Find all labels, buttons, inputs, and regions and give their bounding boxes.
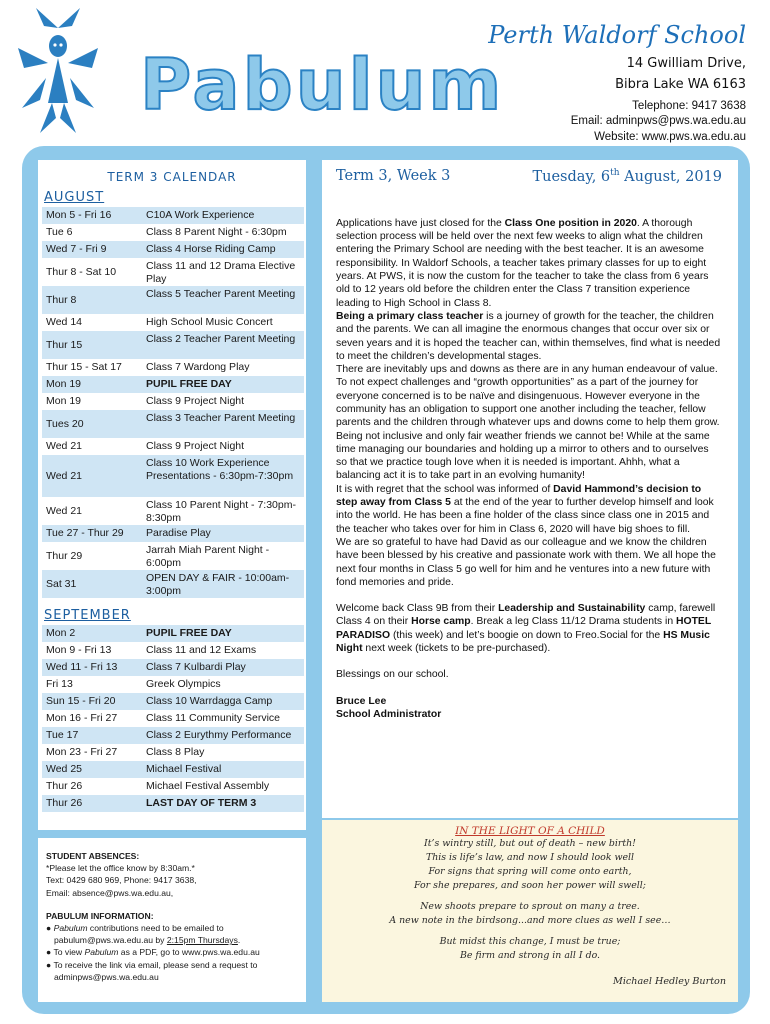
calendar-title: TERM 3 CALENDAR (107, 170, 237, 184)
calendar-row: Wed 14 High School Music Concert (46, 316, 273, 328)
calendar-row: Mon 16 - Fri 27 Class 11 Community Service (46, 712, 281, 724)
logo-figure-icon (18, 8, 158, 138)
poem-author: Michael Hedley Burton (613, 976, 726, 987)
paragraph: Welcome back Class 9B from their Leadership and Sustainability camp, farewell Class 4 on their Horse camp. Break a leg Class 11/12 Drama students in HOTEL PARADISO (this week) and let’s boogie on down to Freo.Social for the HS Music Night next week (tickets to be pre-purchased). (336, 603, 716, 655)
calendar-row: Wed 21 Class 9 Project Night (46, 440, 245, 452)
calendar-row: Tue 6 Class 8 Parent Night - 6:30pm (46, 226, 287, 238)
calendar-row: Wed 11 - Fri 13 Class 7 Kulbardi Play (42, 659, 304, 676)
info-bullet: ● Pabulum contributions need to be emailed to pabulum@pws.wa.edu.au by 2:15pm Thursdays. (46, 923, 241, 946)
paragraph: There are inevitably ups and downs as there are in any human endeavour of value. To not expect challenges and “growth opportunities” as a part of the journey for everyone concerned is to be naïve and disingenuous. However everyone in the community has an obligation to support one another including the teacher, fellow parents and the children through whatever ups and downs come to help them grow. Being not inclusive and only fair weather friends we cannot be! While at the same time managing our boundaries and holding up a mirror to others and to ourselves so that we practice tough love when it is needed is important. Ahhh, what a balancing act it is to take part in an evolving humanity! (336, 364, 720, 482)
school-logo (18, 8, 158, 138)
calendar-row: Thur 26 LAST DAY OF TERM 3 (42, 795, 304, 812)
calendar-row: Wed 21 Class 10 Parent Night - 7:30pm-8:30pm (46, 499, 296, 524)
calendar-row: Wed 7 - Fri 9 Class 4 Horse Riding Camp (42, 241, 304, 258)
calendar-row: Thur 8 - Sat 10 Class 11 and 12 Drama Elective Play (46, 260, 296, 285)
poem-panel (322, 820, 738, 1002)
calendar-row: Wed 21 Class 10 Work Experience Presentations - 6:30pm-7:30pm (42, 455, 304, 497)
poem-title: IN THE LIGHT OF A CHILD (455, 825, 605, 837)
absences-heading: STUDENT ABSENCES: (46, 851, 140, 861)
calendar-row: Thur 15 - Sat 17 Class 7 Wardong Play (46, 361, 250, 373)
paragraph: Blessings on our school. (336, 669, 449, 681)
paragraph: It is with regret that the school was informed of David Hammond’s decision to step away from Class 5 at the end of the year to further develop himself and look into the world. He has been a fine holder of the class since class one in 2015 and the teacher who takes over for him in Class 6, 2020 will have big shoes to fill. (336, 483, 714, 535)
paragraph: Being a primary class teacher is a journey of growth for the teacher, the children and the parents. We can all imagine the enormous changes that occur over six or seven years and it is hoped the teacher can, within themselves, find what is needed to meet the children’s developmental stages. (336, 310, 721, 362)
week-label: Term 3, Week 3 (336, 168, 451, 184)
calendar-row: Mon 2 PUPIL FREE DAY (42, 625, 304, 642)
issue-date: Tuesday, 6th August, 2019 (532, 168, 722, 185)
school-address (488, 54, 746, 94)
info-heading: PABULUM INFORMATION: (46, 910, 154, 921)
calendar-row: Wed 25 Michael Festival (42, 761, 304, 778)
calendar-row: Mon 19 PUPIL FREE DAY (42, 376, 304, 393)
calendar-row: Thur 29 Jarrah Miah Parent Night - 6:00pm (46, 544, 270, 569)
pabulum-wordmark: Pabulum (140, 44, 505, 126)
school-details (488, 22, 746, 145)
calendar-row: Mon 23 - Fri 27 Class 8 Play (46, 746, 205, 758)
absences-line: *Please let the office know by 8:30am.* (46, 863, 195, 874)
month-heading-august: AUGUST (44, 190, 105, 205)
month-heading-september: SEPTEMBER (44, 608, 131, 623)
info-bullet: ● To view Pabulum as a PDF, go to www.pws.wa.edu.au (46, 947, 260, 958)
address-line-2: Bibra Lake WA 6163 (615, 76, 746, 92)
article-heading (322, 160, 738, 185)
paragraph: We are so grateful to have had David as our colleague and we know the children have been blessed by his creative and passionate work with them. We all hope the next four months in Class 5 go well for him and he ventures into a new future with fond memories and pride. (336, 536, 716, 588)
notices-panel (38, 838, 306, 1002)
poem-stanza: It’s wintry still, but out of death – new birth! This is life’s law, and now I should look well For signs that spring will come onto earth, For she prepares, and soon her power will swell; (414, 838, 646, 891)
school-name: Perth Waldorf School (488, 21, 746, 49)
poem-stanza: But midst this change, I must be true; Be firm and strong in all I do. (439, 936, 621, 961)
email[interactable]: Email: adminpws@pws.wa.edu.au (570, 115, 746, 128)
september-rows (42, 625, 304, 812)
calendar-row: Thur 8 Class 5 Teacher Parent Meeting (42, 286, 304, 314)
website[interactable]: Website: www.pws.wa.edu.au (594, 130, 746, 143)
calendar-row: Tue 27 - Thur 29 Paradise Play (42, 525, 304, 542)
calendar-row: Tues 20 Class 3 Teacher Parent Meeting (42, 410, 304, 438)
calendar-row: Fri 13 Greek Olympics (46, 678, 221, 690)
telephone: Telephone: 9417 3638 (632, 99, 746, 112)
article-body (322, 185, 738, 721)
calendar-row: Sat 31 OPEN DAY & FAIR - 10:00am-3:00pm (42, 570, 304, 598)
signature-title: School Administrator (336, 708, 442, 720)
calendar-row: Mon 9 - Fri 13 Class 11 and 12 Exams (46, 644, 257, 656)
absences-line: Email: absence@pws.wa.edu.au, (46, 887, 174, 898)
signature-name: Bruce Lee (336, 695, 387, 707)
term-calendar (38, 160, 306, 830)
absences-line: Text: 0429 680 969, Phone: 9417 3638, (46, 875, 197, 886)
calendar-row: Mon 19 Class 9 Project Night (46, 395, 245, 407)
school-contact (488, 99, 746, 146)
poem-stanza: New shoots prepare to sprout on many a tree. A new note in the birdsong...and more clues as well I see… (389, 901, 671, 926)
administrator-article (322, 160, 738, 818)
calendar-row: Thur 26 Michael Festival Assembly (46, 780, 270, 792)
info-bullet: ● To receive the link via email, please send a request to adminpws@pws.wa.edu.au (46, 959, 258, 982)
paragraph: Applications have just closed for the Class One position in 2020. A thorough selection process will be held over the next few weeks to align what the children entering the Primary School are needing with the best teacher. It is an awesome responsibility. In Waldorf Schools, a teacher takes primary classes for up to eight years. At PWS, it is now the custom for the teacher to take the class from 6 years old to 12 years old before the children enter the Class 7 transition experience leading to High School in Class 8. (336, 217, 709, 309)
calendar-row: Thur 15 Class 2 Teacher Parent Meeting (42, 331, 304, 359)
calendar-row: Tue 17 Class 2 Eurythmy Performance (42, 727, 304, 744)
address-line-1: 14 Gwilliam Drive, (626, 56, 746, 72)
calendar-row: Sun 15 - Fri 20 Class 10 Warrdagga Camp (42, 693, 304, 710)
august-rows (42, 207, 304, 598)
calendar-row: Mon 5 - Fri 16 C10A Work Experience (42, 207, 304, 224)
